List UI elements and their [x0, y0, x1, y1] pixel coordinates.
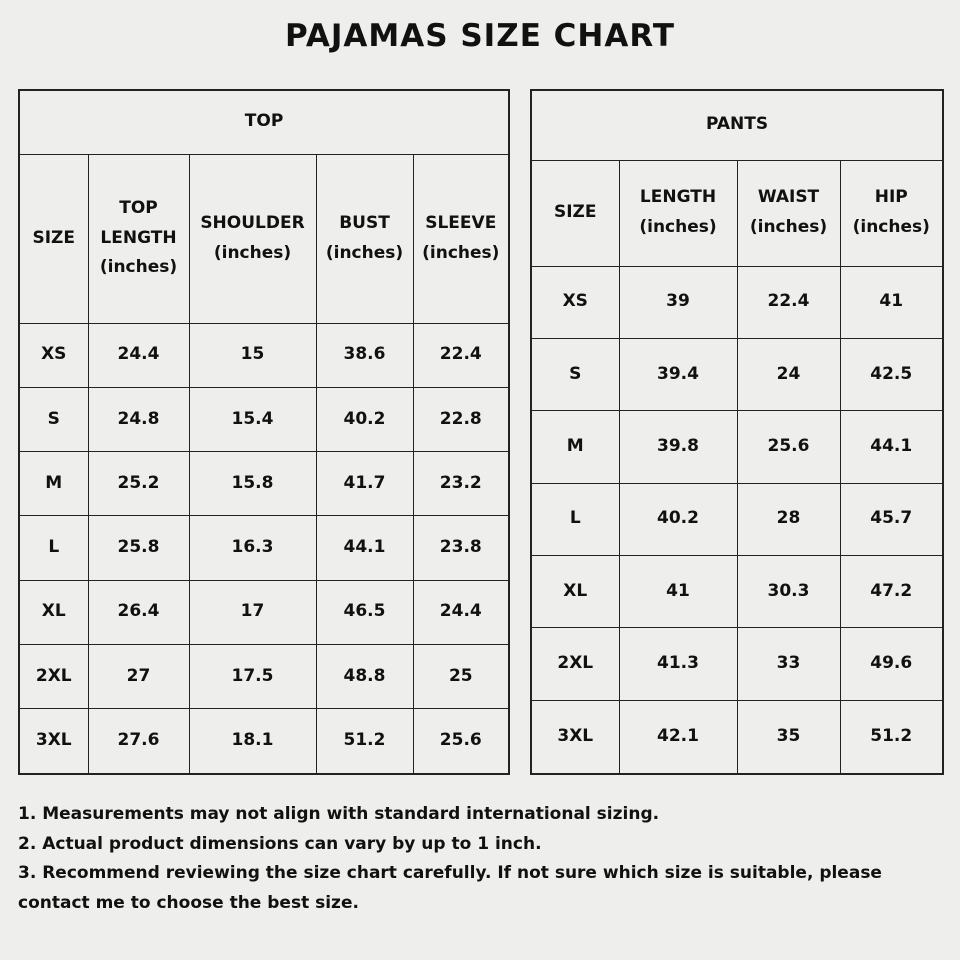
top-length-cell: 25.2 — [88, 452, 189, 516]
top-section-label: TOP — [19, 90, 509, 154]
shoulder-cell: 17.5 — [189, 644, 316, 708]
sleeve-cell: 23.8 — [413, 516, 509, 580]
size-cell: S — [19, 387, 88, 451]
hip-cell: 42.5 — [840, 338, 943, 410]
shoulder-cell: 15.4 — [189, 387, 316, 451]
top-header-bust: BUST (inches) — [316, 154, 413, 323]
table-row — [531, 628, 943, 700]
hip-cell: 41 — [840, 266, 943, 338]
hip-cell: 47.2 — [840, 556, 943, 628]
table-row — [19, 580, 509, 644]
pants-header-waist: WAIST (inches) — [737, 160, 840, 266]
sleeve-cell: 23.2 — [413, 452, 509, 516]
top-length-cell: 24.8 — [88, 387, 189, 451]
table-row — [19, 452, 509, 516]
hip-cell: 44.1 — [840, 411, 943, 483]
hip-cell: 51.2 — [840, 700, 943, 774]
length-cell: 41 — [619, 556, 737, 628]
shoulder-cell: 18.1 — [189, 709, 316, 774]
page-title: PAJAMAS SIZE CHART — [285, 18, 675, 54]
table-row — [19, 387, 509, 451]
length-cell: 42.1 — [619, 700, 737, 774]
size-cell: M — [531, 411, 619, 483]
hip-cell: 45.7 — [840, 483, 943, 555]
waist-cell: 28 — [737, 483, 840, 555]
top-size-table — [18, 89, 510, 775]
table-row — [19, 323, 509, 387]
note-item: 2. Actual product dimensions can vary by up to 1 inch. — [18, 833, 542, 854]
size-cell: 3XL — [19, 709, 88, 774]
size-cell: L — [531, 483, 619, 555]
sleeve-cell: 22.8 — [413, 387, 509, 451]
sleeve-cell: 22.4 — [413, 323, 509, 387]
top-length-cell: 26.4 — [88, 580, 189, 644]
waist-cell: 24 — [737, 338, 840, 410]
table-row — [531, 266, 943, 338]
top-header-top-length: TOP LENGTH (inches) — [88, 154, 189, 323]
size-cell: 2XL — [19, 644, 88, 708]
bust-cell: 40.2 — [316, 387, 413, 451]
bust-cell: 44.1 — [316, 516, 413, 580]
pants-header-hip: HIP (inches) — [840, 160, 943, 266]
pants-section-label: PANTS — [531, 90, 943, 160]
pants-header-size: SIZE — [531, 160, 619, 266]
top-length-cell: 27 — [88, 644, 189, 708]
shoulder-cell: 15 — [189, 323, 316, 387]
hip-cell: 49.6 — [840, 628, 943, 700]
table-row — [531, 483, 943, 555]
table-row — [19, 516, 509, 580]
length-cell: 39 — [619, 266, 737, 338]
size-cell: XS — [19, 323, 88, 387]
pants-header-row — [531, 160, 943, 266]
top-header-row — [19, 154, 509, 323]
waist-cell: 22.4 — [737, 266, 840, 338]
bust-cell: 51.2 — [316, 709, 413, 774]
top-length-cell: 27.6 — [88, 709, 189, 774]
length-cell: 40.2 — [619, 483, 737, 555]
sleeve-cell: 24.4 — [413, 580, 509, 644]
top-header-size: SIZE — [19, 154, 88, 323]
size-cell: XS — [531, 266, 619, 338]
size-cell: XL — [19, 580, 88, 644]
pants-size-table — [530, 89, 944, 775]
table-row — [531, 411, 943, 483]
table-row — [19, 709, 509, 774]
table-row — [531, 338, 943, 410]
size-cell: L — [19, 516, 88, 580]
sleeve-cell: 25.6 — [413, 709, 509, 774]
top-header-shoulder: SHOULDER (inches) — [189, 154, 316, 323]
sleeve-cell: 25 — [413, 644, 509, 708]
waist-cell: 35 — [737, 700, 840, 774]
bust-cell: 46.5 — [316, 580, 413, 644]
pants-header-length: LENGTH (inches) — [619, 160, 737, 266]
notes-list — [18, 800, 938, 918]
length-cell: 39.8 — [619, 411, 737, 483]
shoulder-cell: 15.8 — [189, 452, 316, 516]
waist-cell: 25.6 — [737, 411, 840, 483]
table-row — [531, 556, 943, 628]
bust-cell: 48.8 — [316, 644, 413, 708]
note-item: 1. Measurements may not align with standard international sizing. — [18, 804, 660, 824]
top-header-sleeve: SLEEVE (inches) — [413, 154, 509, 323]
size-cell: M — [19, 452, 88, 516]
top-length-cell: 25.8 — [88, 516, 189, 580]
shoulder-cell: 17 — [189, 580, 316, 644]
top-length-cell: 24.4 — [88, 323, 189, 387]
table-row — [19, 644, 509, 708]
bust-cell: 41.7 — [316, 452, 413, 516]
shoulder-cell: 16.3 — [189, 516, 316, 580]
size-cell: 2XL — [531, 628, 619, 700]
length-cell: 39.4 — [619, 338, 737, 410]
size-cell: 3XL — [531, 700, 619, 774]
waist-cell: 30.3 — [737, 556, 840, 628]
bust-cell: 38.6 — [316, 323, 413, 387]
note-item: 3. Recommend reviewing the size chart carefully. If not sure which size is suitable, please contact me to choose the best size. — [18, 863, 882, 913]
size-cell: XL — [531, 556, 619, 628]
length-cell: 41.3 — [619, 628, 737, 700]
size-cell: S — [531, 338, 619, 410]
table-row — [531, 700, 943, 774]
waist-cell: 33 — [737, 628, 840, 700]
